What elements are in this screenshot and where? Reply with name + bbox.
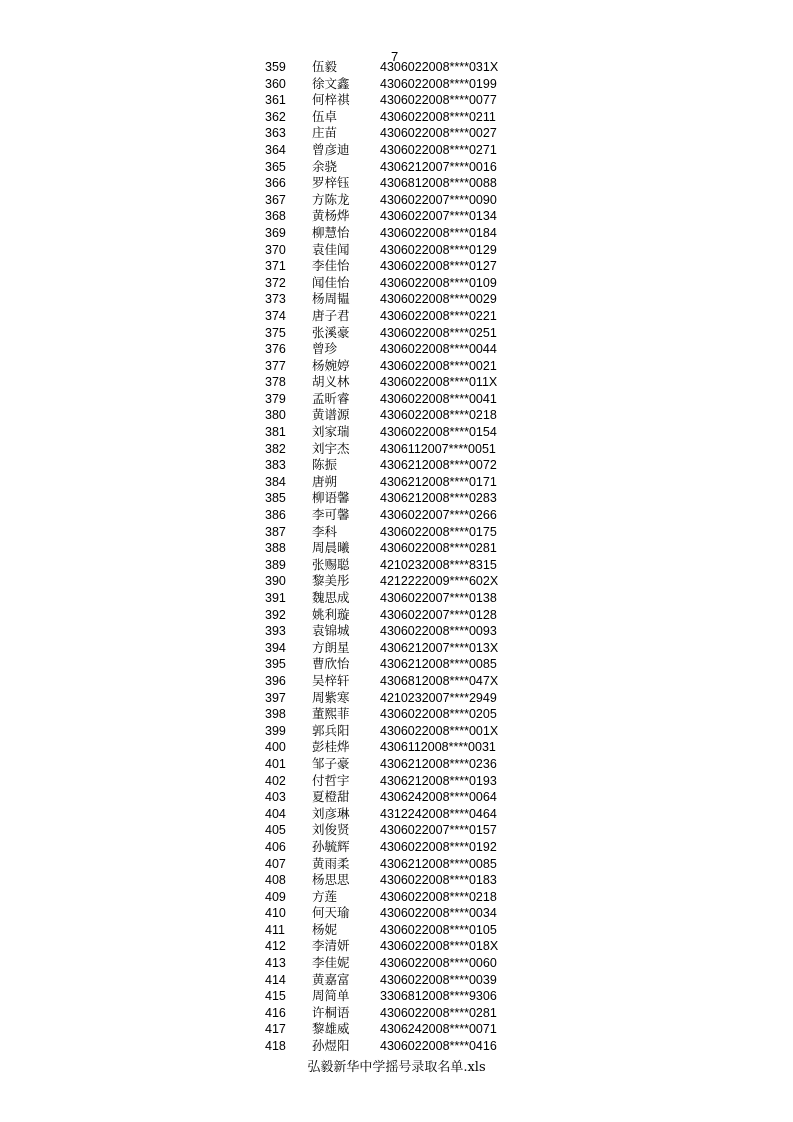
list-row bbox=[0, 872, 793, 889]
list-row bbox=[0, 424, 793, 441]
list-row bbox=[0, 905, 793, 922]
student-name: 孟昕睿 bbox=[312, 390, 350, 406]
list-row bbox=[0, 1005, 793, 1022]
list-row bbox=[0, 856, 793, 873]
student-name: 徐文鑫 bbox=[312, 75, 350, 91]
id-number: 4312242008****0464 bbox=[380, 806, 497, 821]
list-row bbox=[0, 125, 793, 142]
row-number: 370 bbox=[265, 242, 286, 257]
row-number: 364 bbox=[265, 142, 286, 157]
list-row bbox=[0, 358, 793, 375]
student-name: 余骁 bbox=[312, 158, 338, 174]
row-number: 411 bbox=[265, 922, 285, 937]
row-number: 413 bbox=[265, 956, 286, 971]
list-row bbox=[0, 474, 793, 491]
row-number: 406 bbox=[265, 839, 286, 854]
list-row bbox=[0, 308, 793, 325]
list-row bbox=[0, 407, 793, 424]
student-name: 方朗星 bbox=[312, 639, 350, 655]
id-number: 4306212008****0193 bbox=[380, 773, 497, 788]
id-number: 4306212008****0171 bbox=[380, 474, 497, 489]
student-name: 杨周韫 bbox=[312, 291, 350, 307]
row-number: 416 bbox=[265, 1005, 286, 1020]
id-number: 4306022007****0157 bbox=[380, 823, 497, 838]
id-number: 4306022008****0027 bbox=[380, 126, 497, 141]
student-name: 李科 bbox=[312, 523, 338, 539]
id-number: 4306022008****031X bbox=[380, 60, 499, 74]
list-row bbox=[0, 590, 793, 607]
id-number: 4306242008****0071 bbox=[380, 1022, 497, 1037]
id-number: 4306022008****0183 bbox=[380, 873, 497, 888]
student-name: 伍卓 bbox=[312, 108, 338, 124]
row-number: 379 bbox=[265, 391, 286, 406]
row-number: 414 bbox=[265, 972, 286, 987]
list-row bbox=[0, 341, 793, 358]
student-name: 黄谱源 bbox=[312, 407, 350, 423]
student-name: 刘家瑞 bbox=[312, 424, 350, 440]
student-name: 陈振 bbox=[312, 457, 338, 473]
list-row bbox=[0, 109, 793, 126]
list-row bbox=[0, 673, 793, 690]
student-name: 曾珍 bbox=[312, 341, 338, 357]
student-name: 张赐聪 bbox=[312, 556, 350, 572]
student-name: 董熙菲 bbox=[312, 706, 350, 722]
id-number: 4306022008****0184 bbox=[380, 225, 497, 240]
student-name: 李佳妮 bbox=[312, 955, 350, 971]
student-name: 周晨曦 bbox=[312, 540, 350, 556]
id-number: 4306812008****0088 bbox=[380, 176, 497, 191]
student-name: 杨思思 bbox=[312, 872, 350, 888]
list-row bbox=[0, 242, 793, 259]
row-number: 378 bbox=[265, 375, 286, 390]
student-name: 姚利璇 bbox=[312, 606, 350, 622]
list-row bbox=[0, 889, 793, 906]
row-number: 365 bbox=[265, 159, 286, 174]
footer-filename: 弘毅新华中学摇号录取名单.xls bbox=[307, 1060, 486, 1075]
list-row bbox=[0, 524, 793, 541]
id-number: 4306022008****0109 bbox=[380, 275, 497, 290]
row-number: 397 bbox=[265, 690, 286, 705]
student-name: 邹子豪 bbox=[312, 755, 350, 771]
id-number: 4210232008****8315 bbox=[380, 557, 497, 572]
student-name: 庄苗 bbox=[312, 125, 338, 141]
id-number: 4306022008****0192 bbox=[380, 839, 497, 854]
id-number: 4306022008****0251 bbox=[380, 325, 497, 340]
id-number: 4306022008****0199 bbox=[380, 76, 497, 91]
list-row bbox=[0, 142, 793, 159]
list-row bbox=[0, 557, 793, 574]
student-name: 付哲宇 bbox=[312, 772, 350, 788]
list-row bbox=[0, 92, 793, 109]
student-name: 杨婉婷 bbox=[312, 357, 350, 373]
row-number: 366 bbox=[265, 176, 286, 191]
list-row bbox=[0, 938, 793, 955]
student-name: 闻佳怡 bbox=[312, 274, 350, 290]
id-number: 4306212008****0085 bbox=[380, 856, 497, 871]
row-number: 405 bbox=[265, 823, 286, 838]
row-number: 409 bbox=[265, 889, 286, 904]
id-number: 4306022008****0416 bbox=[380, 1039, 497, 1054]
list-row bbox=[0, 773, 793, 790]
list-row bbox=[0, 822, 793, 839]
row-number: 396 bbox=[265, 673, 286, 688]
id-number: 4306022008****0218 bbox=[380, 889, 497, 904]
id-number: 4306022008****0218 bbox=[380, 408, 497, 423]
row-number: 373 bbox=[265, 292, 286, 307]
student-name: 黄雨柔 bbox=[312, 855, 350, 871]
list-row bbox=[0, 656, 793, 673]
student-name: 孙毓辉 bbox=[312, 838, 350, 854]
id-number: 4306022008****0041 bbox=[380, 391, 497, 406]
student-name: 许桐语 bbox=[312, 1004, 350, 1020]
list-row bbox=[0, 258, 793, 275]
id-number: 4306022008****0211 bbox=[380, 109, 496, 124]
row-number: 368 bbox=[265, 209, 286, 224]
list-row bbox=[0, 391, 793, 408]
student-name: 刘俊贤 bbox=[312, 822, 350, 838]
id-number: 4306022008****0060 bbox=[380, 956, 497, 971]
list-row bbox=[0, 607, 793, 624]
student-name: 何梓祺 bbox=[312, 92, 350, 108]
row-number: 381 bbox=[265, 425, 286, 440]
id-number: 4306022007****0138 bbox=[380, 591, 497, 605]
row-number: 402 bbox=[265, 773, 286, 788]
student-name: 罗梓钰 bbox=[312, 175, 350, 191]
row-number: 374 bbox=[265, 308, 286, 323]
list-row bbox=[0, 988, 793, 1005]
student-name: 伍毅 bbox=[312, 59, 338, 74]
row-number: 387 bbox=[265, 524, 286, 539]
row-number: 389 bbox=[265, 557, 286, 572]
row-number: 400 bbox=[265, 740, 286, 755]
list-row bbox=[0, 457, 793, 474]
list-row bbox=[0, 275, 793, 292]
list-row bbox=[0, 59, 793, 76]
id-number: 4306022008****018X bbox=[380, 939, 499, 954]
row-number: 393 bbox=[265, 624, 286, 639]
id-number: 4306022008****011X bbox=[380, 375, 498, 390]
row-number: 375 bbox=[265, 325, 286, 340]
student-name: 曹欣怡 bbox=[312, 656, 350, 672]
list-row bbox=[0, 839, 793, 856]
list-row bbox=[0, 192, 793, 209]
page-number: 7 bbox=[391, 49, 399, 64]
row-number: 417 bbox=[265, 1022, 286, 1037]
id-number: 4306022008****0044 bbox=[380, 342, 497, 357]
row-number: 386 bbox=[265, 508, 286, 523]
list-row bbox=[0, 922, 793, 939]
row-number: 388 bbox=[265, 541, 286, 556]
row-number: 390 bbox=[265, 574, 286, 589]
list-row bbox=[0, 325, 793, 342]
student-name: 郭兵阳 bbox=[312, 722, 350, 738]
list-row bbox=[0, 159, 793, 176]
student-name: 魏思成 bbox=[312, 590, 350, 605]
student-name: 孙煜阳 bbox=[312, 1038, 350, 1054]
id-number: 4306212007****0016 bbox=[380, 159, 497, 174]
row-number: 367 bbox=[265, 192, 286, 207]
list-row bbox=[0, 490, 793, 507]
row-number: 360 bbox=[265, 76, 286, 91]
id-number: 4306022007****0090 bbox=[380, 192, 497, 207]
row-number: 412 bbox=[265, 939, 286, 954]
row-number: 363 bbox=[265, 126, 286, 141]
id-number: 4306212008****0072 bbox=[380, 458, 497, 473]
row-number: 380 bbox=[265, 408, 286, 423]
id-number: 4306022008****0034 bbox=[380, 906, 497, 921]
student-name: 刘彦琳 bbox=[312, 805, 350, 821]
id-number: 4306022008****0093 bbox=[380, 624, 497, 639]
student-name: 杨妮 bbox=[312, 921, 338, 937]
student-name: 张溪豪 bbox=[312, 324, 350, 340]
student-name: 柳慧怡 bbox=[312, 224, 350, 240]
row-number: 401 bbox=[265, 756, 286, 771]
list-row bbox=[0, 76, 793, 93]
list-row bbox=[0, 640, 793, 657]
list-row bbox=[0, 972, 793, 989]
student-name: 李可馨 bbox=[312, 507, 350, 523]
id-number: 4306022008****0271 bbox=[380, 142, 497, 157]
row-number: 415 bbox=[265, 989, 286, 1004]
id-number: 4306022008****0281 bbox=[380, 541, 497, 556]
student-name: 胡义林 bbox=[312, 374, 350, 390]
id-number: 4306022008****001X bbox=[380, 723, 499, 738]
list-row bbox=[0, 540, 793, 557]
student-name: 唐朔 bbox=[312, 473, 338, 489]
list-row bbox=[0, 706, 793, 723]
id-number: 4306212008****0283 bbox=[380, 491, 497, 506]
id-number: 4306112008****0031 bbox=[380, 740, 496, 755]
row-number: 407 bbox=[265, 856, 286, 871]
row-number: 385 bbox=[265, 491, 286, 506]
row-number: 392 bbox=[265, 607, 286, 622]
id-number: 4306022008****0205 bbox=[380, 707, 497, 722]
student-name: 黎雄威 bbox=[312, 1021, 350, 1037]
id-number: 4306022008****0175 bbox=[380, 524, 497, 539]
list-row bbox=[0, 723, 793, 740]
student-name: 方莲 bbox=[312, 888, 338, 904]
list-row bbox=[0, 806, 793, 823]
row-number: 382 bbox=[265, 441, 286, 456]
list-row bbox=[0, 374, 793, 391]
id-number: 4306022008****0029 bbox=[380, 292, 497, 307]
student-name: 黄嘉富 bbox=[312, 971, 350, 987]
row-number: 383 bbox=[265, 458, 286, 473]
id-number: 4306022007****0134 bbox=[380, 209, 497, 224]
student-name: 柳语馨 bbox=[312, 490, 350, 506]
list-row bbox=[0, 756, 793, 773]
list-row bbox=[0, 789, 793, 806]
list-row bbox=[0, 955, 793, 972]
row-number: 403 bbox=[265, 790, 286, 805]
list-row bbox=[0, 441, 793, 458]
id-number: 4306022008****0129 bbox=[380, 242, 497, 257]
student-name: 唐子君 bbox=[312, 307, 350, 323]
student-name: 吴梓轩 bbox=[312, 672, 350, 688]
row-number: 404 bbox=[265, 806, 286, 821]
list-row bbox=[0, 1021, 793, 1038]
student-name: 周紫寒 bbox=[312, 689, 350, 705]
list-row bbox=[0, 208, 793, 225]
id-number: 4306022008****0221 bbox=[380, 308, 497, 323]
admission-list bbox=[0, 59, 793, 1055]
student-name: 彭桂烨 bbox=[312, 739, 350, 755]
id-number: 4306022007****0266 bbox=[380, 508, 497, 523]
id-number: 4306022008****0281 bbox=[380, 1005, 497, 1020]
row-number: 398 bbox=[265, 707, 286, 722]
student-name: 刘宇杰 bbox=[312, 440, 350, 456]
list-row bbox=[0, 573, 793, 590]
row-number: 361 bbox=[265, 93, 286, 108]
row-number: 395 bbox=[265, 657, 286, 672]
student-name: 袁锦城 bbox=[312, 623, 350, 639]
id-number: 4306212008****0236 bbox=[380, 756, 497, 771]
id-number: 3306812008****9306 bbox=[380, 989, 497, 1004]
id-number: 4306022008****0039 bbox=[380, 972, 497, 987]
list-row bbox=[0, 507, 793, 524]
row-number: 377 bbox=[265, 358, 286, 373]
row-number: 384 bbox=[265, 474, 286, 489]
list-row bbox=[0, 690, 793, 707]
row-number: 399 bbox=[265, 723, 286, 738]
list-row bbox=[0, 175, 793, 192]
id-number: 4210232007****2949 bbox=[380, 690, 497, 705]
id-number: 4306022008****0077 bbox=[380, 93, 497, 108]
id-number: 4306242008****0064 bbox=[380, 790, 497, 805]
row-number: 359 bbox=[265, 60, 286, 74]
id-number: 4306022008****0127 bbox=[380, 259, 497, 274]
id-number: 4306212007****013X bbox=[380, 640, 499, 655]
row-number: 394 bbox=[265, 640, 286, 655]
row-number: 362 bbox=[265, 109, 286, 124]
row-number: 376 bbox=[265, 342, 286, 357]
row-number: 391 bbox=[265, 591, 286, 605]
id-number: 4212222009****602X bbox=[380, 574, 499, 589]
row-number: 372 bbox=[265, 275, 286, 290]
student-name: 李清妍 bbox=[312, 938, 350, 954]
row-number: 371 bbox=[265, 259, 286, 274]
list-row bbox=[0, 1038, 793, 1055]
student-name: 李佳怡 bbox=[312, 258, 350, 274]
id-number: 4306022008****0021 bbox=[380, 358, 497, 373]
list-row bbox=[0, 623, 793, 640]
student-name: 何天瑜 bbox=[312, 905, 350, 921]
row-number: 408 bbox=[265, 873, 286, 888]
list-row bbox=[0, 225, 793, 242]
id-number: 4306022008****0154 bbox=[380, 425, 497, 440]
student-name: 黎美彤 bbox=[312, 573, 350, 589]
student-name: 袁佳闻 bbox=[312, 241, 350, 257]
list-row bbox=[0, 291, 793, 308]
id-number: 4306112007****0051 bbox=[380, 441, 496, 456]
id-number: 4306022007****0128 bbox=[380, 607, 497, 622]
id-number: 4306212008****0085 bbox=[380, 657, 497, 672]
student-name: 曾彦迪 bbox=[312, 141, 350, 157]
student-name: 黄杨烨 bbox=[312, 208, 350, 224]
id-number: 4306022008****0105 bbox=[380, 922, 497, 937]
student-name: 方陈龙 bbox=[312, 191, 350, 207]
student-name: 周简单 bbox=[312, 988, 350, 1004]
row-number: 410 bbox=[265, 906, 286, 921]
row-number: 369 bbox=[265, 225, 286, 240]
student-name: 夏橙甜 bbox=[312, 789, 350, 805]
row-number: 418 bbox=[265, 1039, 286, 1054]
id-number: 4306812008****047X bbox=[380, 673, 499, 688]
list-row bbox=[0, 739, 793, 756]
